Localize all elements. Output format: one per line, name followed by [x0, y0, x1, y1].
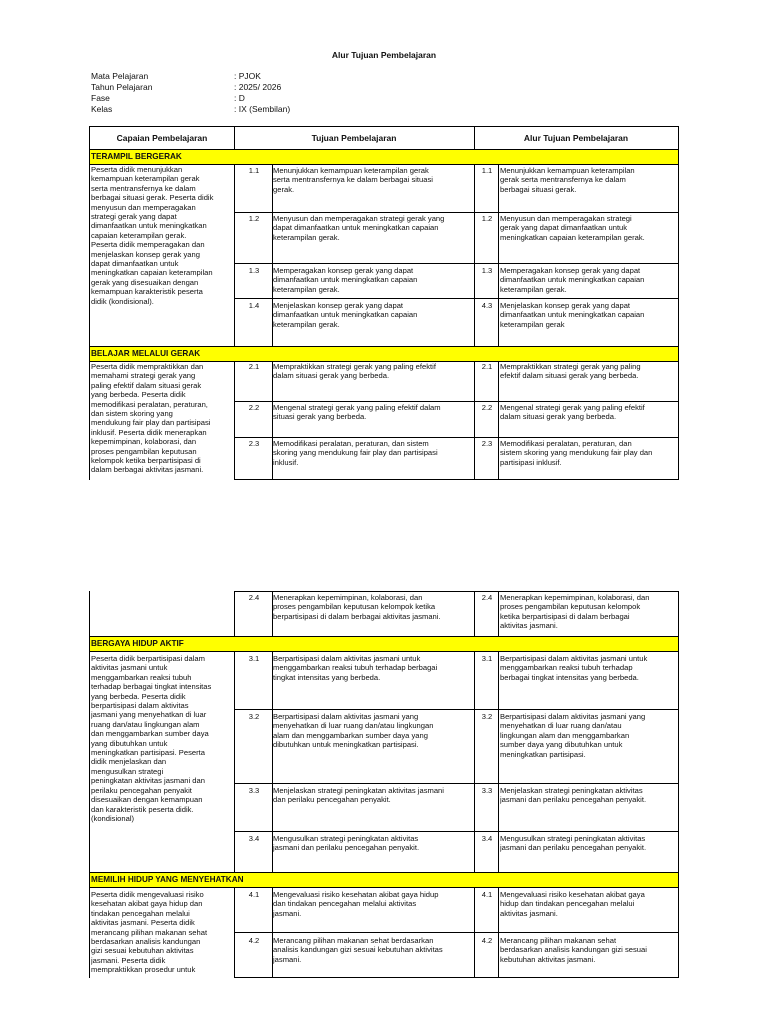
table-border — [234, 164, 235, 347]
table-border — [89, 126, 90, 480]
tp-number: 1.4 — [248, 301, 260, 310]
tp-text: Menjelaskan strategi peningkatan aktivitas jasmani dan perilaku pencegahan penyakit. — [273, 786, 444, 805]
atp-number: 2.3 — [481, 439, 493, 448]
capaian-text: Peserta didik mengevaluasi risiko kesehatan akibat gaya hidup dan tindakan pencegahan melalui aktivitas jasmani. Peserta didik merancang pilihan makanan sehat berdasarkan analisis kandungan gizi sesuai kebutuhan aktivitas jasmani. Peserta didik mempraktikkan prosedur untuk — [91, 890, 208, 975]
header-alur: Alur Tujuan Pembelajaran — [523, 133, 629, 143]
atp-number: 4.1 — [481, 890, 493, 899]
atp-number: 2.4 — [481, 593, 493, 602]
atp-text: Menunjukkan kemampuan keterampilan gerak serta mentransfernya ke dalam berbagai situasi gerak. — [500, 166, 635, 194]
table-border — [234, 591, 235, 637]
table-border — [474, 164, 475, 347]
table-border — [272, 164, 273, 347]
atp-number: 1.1 — [481, 166, 493, 175]
atp-number: 1.3 — [481, 266, 493, 275]
table-border — [89, 346, 679, 347]
atp-number: 3.4 — [481, 834, 493, 843]
meta-value-class: : IX (Sembilan) — [234, 104, 291, 114]
atp-text: Memperagakan konsep gerak yang dapat dimanfaatkan untuk meningkatkan capaian keterampilan gerak. — [500, 266, 645, 294]
section-band-belajar — [90, 347, 678, 361]
section-band-bergaya — [90, 637, 678, 651]
atp-number: 2.2 — [481, 403, 493, 412]
tp-number: 2.4 — [248, 593, 260, 602]
table-border — [498, 651, 499, 873]
meta-label-year: Tahun Pelajaran — [91, 82, 153, 92]
tp-number: 1.2 — [248, 214, 260, 223]
table-border — [234, 437, 679, 438]
table-border — [678, 126, 679, 480]
table-border — [234, 887, 235, 978]
table-border — [272, 651, 273, 873]
section-band-memilih — [90, 873, 678, 887]
atp-number: 3.2 — [481, 712, 493, 721]
meta-label-subject: Mata Pelajaran — [91, 71, 149, 81]
atp-number: 4.2 — [481, 936, 493, 945]
atp-text: Berpartisipasi dalam aktivitas jasmani yang menyehatkan di luar ruang dan/atau lingkungan alam dan menggambarkan sumber daya yang dibutuhkan untuk meningkatkan partisipasi. — [500, 712, 646, 759]
table-border — [89, 149, 679, 150]
section-band-terampil — [90, 150, 678, 164]
table-border — [234, 831, 679, 832]
meta-value-phase: : D — [234, 93, 245, 103]
tp-number: 4.1 — [248, 890, 260, 899]
table-border — [498, 164, 499, 347]
table-border — [234, 977, 679, 978]
tp-text: Merancang pilihan makanan sehat berdasarkan analisis kandungan gizi sesuai kebutuhan aktivitas jasmani. — [273, 936, 443, 964]
table-border — [474, 126, 475, 150]
table-border — [89, 361, 679, 362]
table-border — [474, 651, 475, 873]
table-border — [89, 591, 90, 978]
table-border — [89, 872, 679, 873]
table-border — [234, 709, 679, 710]
table-border — [272, 591, 273, 637]
atp-number: 3.3 — [481, 786, 493, 795]
tp-number: 3.4 — [248, 834, 260, 843]
atp-number: 4.3 — [481, 301, 493, 310]
table-border — [234, 479, 679, 480]
section-heading: MEMILIH HIDUP YANG MENYEHATKAN — [91, 875, 244, 884]
meta-label-class: Kelas — [91, 104, 113, 114]
atp-text: Merancang pilihan makanan sehat berdasarkan analisis kandungan gizi sesuai kebutuhan aktivitas jasmani. — [500, 936, 647, 964]
atp-text: Menjelaskan strategi peningkatan aktivitas jasmani dan perilaku pencegahan penyakit. — [500, 786, 647, 805]
tp-text: Memodifikasi peralatan, peraturan, dan sistem skoring yang mendukung fair play dan partisipasi inklusif. — [273, 439, 438, 467]
table-border — [498, 887, 499, 978]
table-border — [89, 636, 679, 637]
tp-text: Berpartisipasi dalam aktivitas jasmani yang menyehatkan di luar ruang dan/atau lingkungan alam dan menggambarkan sumber daya yang dibutuhkan untuk meningkatkan partisipasi. — [273, 712, 434, 750]
section-heading: TERAMPIL BERGERAK — [91, 152, 182, 161]
tp-number: 2.3 — [248, 439, 260, 448]
atp-number: 1.2 — [481, 214, 493, 223]
table-border — [89, 126, 679, 127]
tp-text: Mengusulkan strategi peningkatan aktivitas jasmani dan perilaku pencegahan penyakit. — [273, 834, 420, 853]
atp-text: Menjelaskan konsep gerak yang dapat dimanfaatkan untuk meningkatkan capaian keterampilan gerak — [500, 301, 645, 329]
tp-number: 1.3 — [248, 266, 260, 275]
tp-text: Mengenal strategi gerak yang paling efektif dalam situasi gerak yang berbeda. — [273, 403, 441, 422]
table-border — [498, 361, 499, 480]
table-border — [89, 651, 679, 652]
section-heading: BELAJAR MELALUI GERAK — [91, 349, 201, 358]
capaian-text: Peserta didik berpartisipasi dalam aktivitas jasmani untuk menggambarkan reaksi tubuh terhadap berbagai tingkat intensitas yang berbeda. Peserta didik berpartisipasi dalam aktivitas jasmani yang menyehatkan di luar ruang dan/atau lingkungan alam dan menggambarkan sumber daya yang dibutuhkan untuk meningkatkan partisipasi. Peserta didik menjelaskan dan mengusulkan strategi peningkatan aktivitas jasmani dan perilaku pencegahan penyakit disesuaikan dengan kemampuan dan karakteristik peserta didik. (kondisional) — [91, 654, 212, 823]
table-border — [234, 126, 235, 150]
table-border — [498, 591, 499, 637]
table-border — [234, 212, 679, 213]
atp-text: Menerapkan kepemimpinan, kolaborasi, dan proses pengambilan keputusan kelompok ketika berpartisipasi di dalam berbagai aktivitas jasmani. — [500, 593, 650, 631]
capaian-text: Peserta didik menunjukkan kemampuan keterampilan gerak serta mentransfernya ke dalam berbagai situasi gerak. Peserta didik menyusun dan memperagakan strategi gerak yang dapat dimanfaatkan untuk meningkatkan capaian keterampilan gerak. Peserta didik memperagakan dan menjelaskan konsep gerak yang dapat dimanfaatkan untuk meningkatkan capaian keterampilan gerak yang disesuaikan dengan kemampuan karakteristik peserta didik (kondisional). — [91, 165, 214, 306]
table-border — [272, 361, 273, 480]
table-border — [234, 263, 679, 264]
header-tujuan: Tujuan Pembelajaran — [311, 133, 397, 143]
atp-text: Memodifikasi peralatan, peraturan, dan sistem skoring yang mendukung fair play dan partisipasi inklusif. — [500, 439, 653, 467]
tp-number: 2.1 — [248, 362, 260, 371]
tp-number: 1.1 — [248, 166, 260, 175]
atp-text: Mengenal strategi gerak yang paling efektif dalam situasi gerak yang berbeda. — [500, 403, 645, 422]
atp-number: 2.1 — [481, 362, 493, 371]
meta-value-subject: : PJOK — [234, 71, 261, 81]
table-border — [89, 887, 679, 888]
atp-number: 3.1 — [481, 654, 493, 663]
atp-text: Mempraktikkan strategi gerak yang paling efektif dalam situasi gerak yang berbeda. — [500, 362, 641, 381]
tp-text: Menjelaskan konsep gerak yang dapat dimanfaatkan untuk meningkatkan capaian keterampilan gerak. — [273, 301, 418, 329]
tp-text: Mempraktikkan strategi gerak yang paling efektif dalam situasi gerak yang berbeda. — [273, 362, 436, 381]
table-border — [234, 401, 679, 402]
tp-number: 4.2 — [248, 936, 260, 945]
document-title: Alur Tujuan Pembelajaran — [331, 50, 437, 60]
table-border — [234, 591, 679, 592]
table-border — [234, 783, 679, 784]
header-capaian: Capaian Pembelajaran — [116, 133, 208, 143]
table-border — [474, 591, 475, 637]
meta-value-year: : 2025/ 2026 — [234, 82, 282, 92]
atp-text: Berpartisipasi dalam aktivitas jasmani untuk menggambarkan reaksi tubuh terhadap berbagai tingkat intensitas yang berbeda. — [500, 654, 648, 682]
section-heading: BERGAYA HIDUP AKTIF — [91, 639, 184, 648]
table-border — [89, 164, 679, 165]
capaian-text: Peserta didik mempraktikkan dan memahami strategi gerak yang paling efektif dalam situasi gerak yang berbeda. Peserta didik memodifikasi peralatan, peraturan, dan sistem skoring yang mendukung fair play dan partisipasi inklusif. Peserta didik menerapkan kepemimpinan, kolaborasi, dan proses pengambilan keputusan kelompok ketika berpartisipasi di dalam berbagai aktivitas jasmani. — [91, 362, 211, 475]
tp-text: Menyusun dan memperagakan strategi gerak yang dapat dimanfaatkan untuk meningkatkan capaian keterampilan gerak. — [273, 214, 445, 242]
table-border — [474, 361, 475, 480]
table-border — [234, 361, 235, 480]
meta-label-phase: Fase — [91, 93, 110, 103]
table-border — [474, 887, 475, 978]
tp-number: 2.2 — [248, 403, 260, 412]
table-border — [272, 887, 273, 978]
tp-text: Menunjukkan kemampuan keterampilan gerak serta mentransfernya ke dalam berbagai situasi gerak. — [273, 166, 433, 194]
tp-text: Mengevaluasi risiko kesehatan akibat gaya hidup dan tindakan pencegahan melalui aktivitas jasmani. — [273, 890, 439, 918]
atp-text: Mengevaluasi risiko kesehatan akibat gaya hidup dan tindakan pencegahan melalui aktivitas jasmani. — [500, 890, 645, 918]
atp-text: Mengusulkan strategi peningkatan aktivitas jasmani dan perilaku pencegahan penyakit. — [500, 834, 647, 853]
table-border — [234, 651, 235, 873]
tp-text: Memperagakan konsep gerak yang dapat dimanfaatkan untuk meningkatkan capaian keterampilan gerak. — [273, 266, 418, 294]
tp-text: Berpartisipasi dalam aktivitas jasmani untuk menggambarkan reaksi tubuh terhadap berbagai tingkat intensitas yang berbeda. — [273, 654, 438, 682]
table-border — [234, 298, 679, 299]
table-border — [234, 932, 679, 933]
table-border — [678, 591, 679, 978]
tp-number: 3.1 — [248, 654, 260, 663]
atp-text: Menyusun dan memperagakan strategi gerak yang dapat dimanfaatkan untuk meningkatkan capaian keterampilan gerak. — [500, 214, 645, 242]
tp-number: 3.2 — [248, 712, 260, 721]
tp-number: 3.3 — [248, 786, 260, 795]
tp-text: Menerapkan kepemimpinan, kolaborasi, dan proses pengambilan keputusan kelompok ketika berpartisipasi di dalam berbagai aktivitas jasmani. — [273, 593, 441, 621]
